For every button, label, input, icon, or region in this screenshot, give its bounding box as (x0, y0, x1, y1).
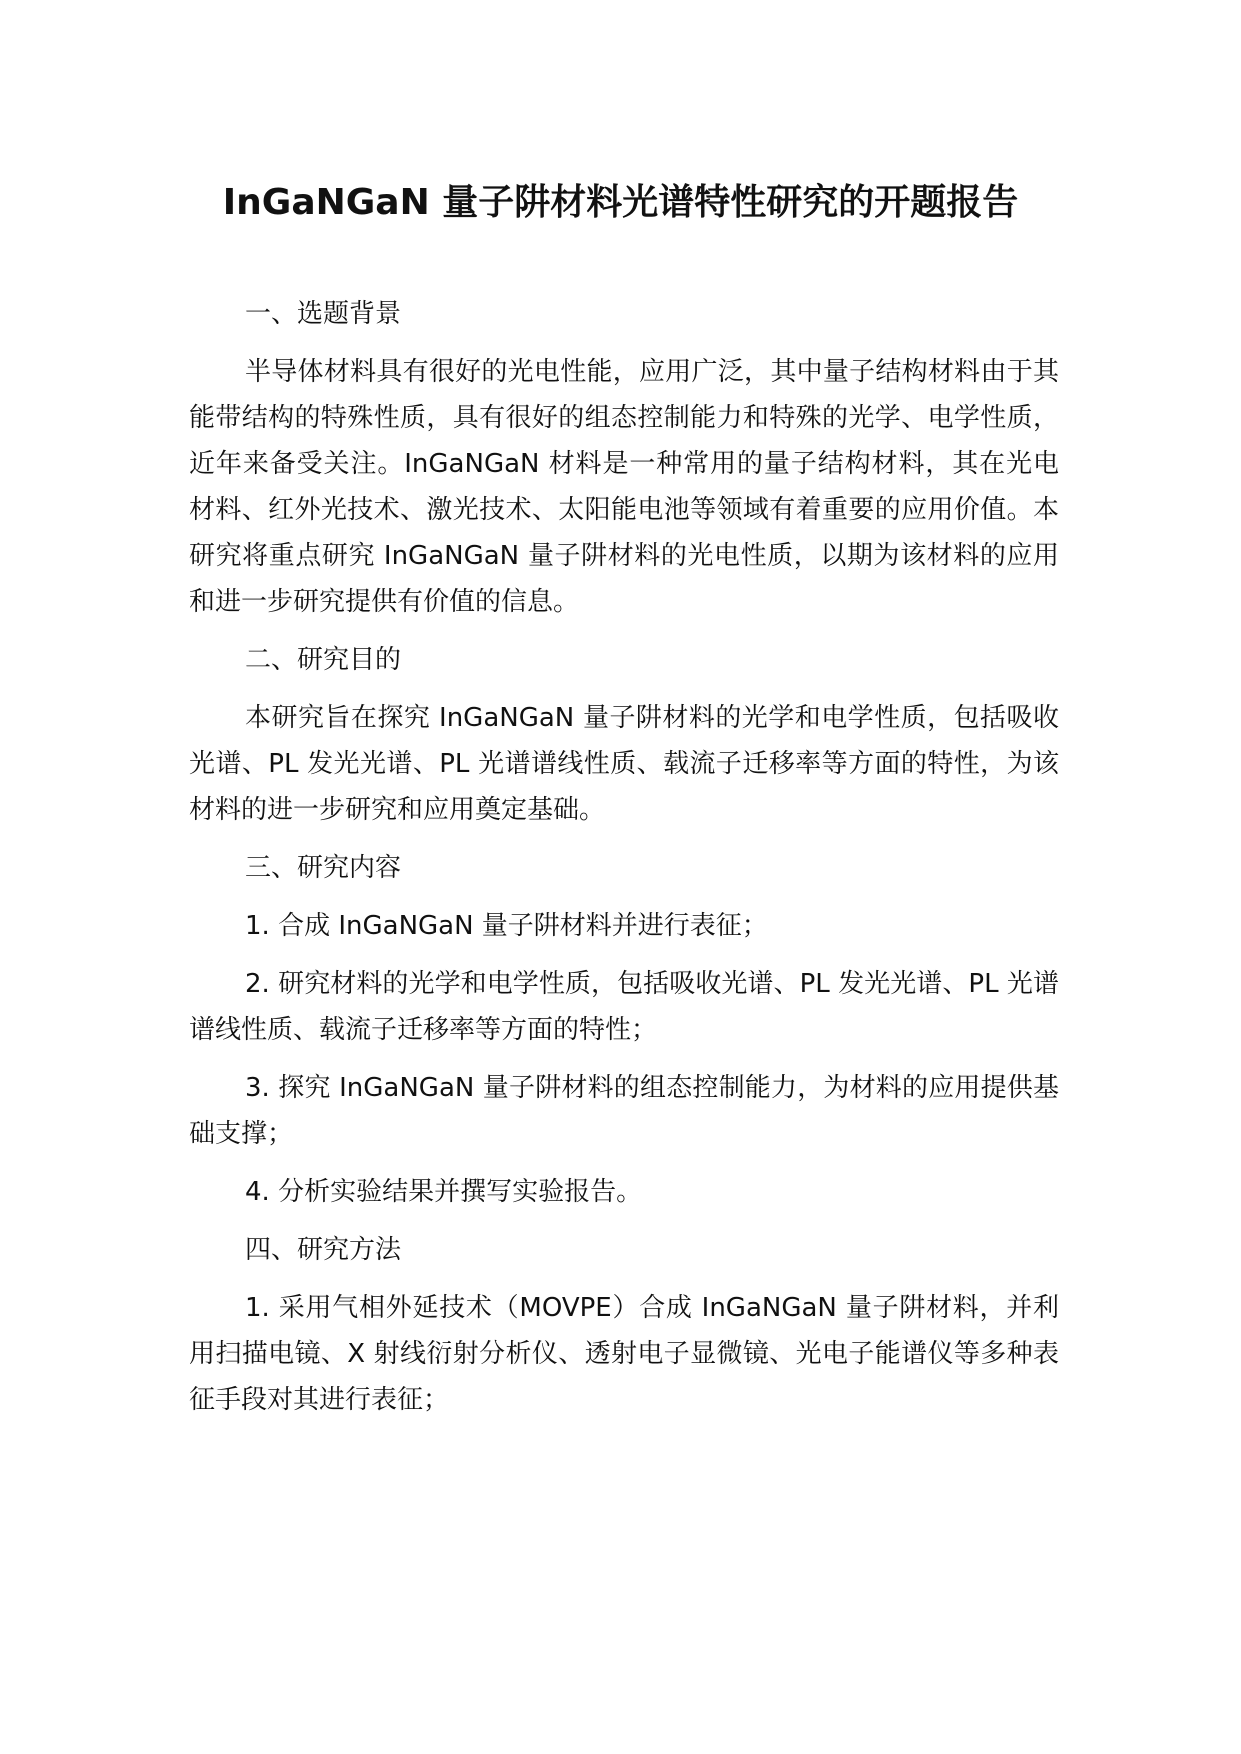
list-item: 1. 合成 InGaNGaN 量子阱材料并进行表征； (245, 911, 768, 941)
section-purpose (189, 637, 1059, 833)
paragraph: 本研究旨在探究 InGaNGaN 量子阱材料的光学和电学性质，包括吸收光谱、PL 发光光谱、PL 光谱谱线性质、载流子迁移率等方面的特性，为该材料的进一步研究和应用奠定基础。 (189, 703, 1059, 825)
section-heading: 二、研究目的 (245, 645, 402, 675)
list-item: 4. 分析实验结果并撰写实验报告。 (245, 1177, 643, 1207)
document-title: InGaNGaN 量子阱材料光谱特性研究的开题报告 (222, 182, 1019, 223)
section-heading: 四、研究方法 (245, 1235, 402, 1265)
list-item: 3. 探究 InGaNGaN 量子阱材料的组态控制能力，为材料的应用提供基础支撑； (189, 1073, 1059, 1149)
section-heading: 一、选题背景 (245, 299, 402, 329)
section-methods (189, 1227, 1059, 1423)
document-body (189, 291, 1059, 1423)
paragraph: 半导体材料具有很好的光电性能，应用广泛，其中量子结构材料由于其能带结构的特殊性质，具有很好的组态控制能力和特殊的光学、电学性质，近年来备受关注。InGaNGaN 材料是一种常用的量子结构材料，其在光电材料、红外光技术、激光技术、太阳能电池等领域有着重要的应用价值。本研究将重点研究 InGaNGaN 量子阱材料的光电性质，以期为该材料的应用和进一步研究提供有价值的信息。 (189, 357, 1059, 617)
list-item: 2. 研究材料的光学和电学性质，包括吸收光谱、PL 发光光谱、PL 光谱谱线性质、载流子迁移率等方面的特性； (189, 969, 1059, 1045)
section-content (189, 845, 1059, 1215)
list-item: 1. 采用气相外延技术（MOVPE）合成 InGaNGaN 量子阱材料，并利用扫描电镜、X 射线衍射分析仪、透射电子显微镜、光电子能谱仪等多种表征手段对其进行表征； (189, 1293, 1059, 1415)
section-background (189, 291, 1059, 625)
section-heading: 三、研究内容 (245, 853, 402, 883)
